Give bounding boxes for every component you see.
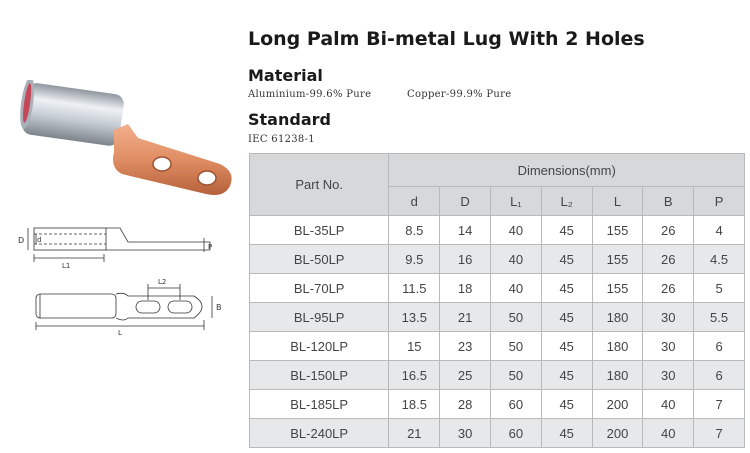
dimension-cell: 180 <box>592 361 643 390</box>
column-header: L₁ <box>491 187 542 216</box>
dimension-cell: 155 <box>592 274 643 303</box>
dimension-cell: 50 <box>491 361 542 390</box>
dimension-cell: 200 <box>592 419 643 448</box>
dimension-cell: 28 <box>440 390 491 419</box>
dimension-cell: 40 <box>491 245 542 274</box>
dimension-cell: 26 <box>643 216 694 245</box>
dimension-cell: 180 <box>592 303 643 332</box>
dimension-cell: 4.5 <box>694 245 745 274</box>
top-view-barrel <box>36 294 116 318</box>
lug-product-photo <box>10 80 240 210</box>
dimension-cell: 155 <box>592 245 643 274</box>
dimension-cell: 40 <box>491 216 542 245</box>
palm-hole-1 <box>153 157 171 171</box>
dimension-cell: 45 <box>541 332 592 361</box>
table-row <box>250 245 745 274</box>
table-row <box>250 216 745 245</box>
dimension-cell: 15 <box>389 332 440 361</box>
label-P: P <box>208 243 213 251</box>
part-number-cell: BL-150LP <box>250 361 389 390</box>
standard-heading: Standard <box>248 110 331 129</box>
dimension-cell: 21 <box>440 303 491 332</box>
dimension-cell: 50 <box>491 332 542 361</box>
dimension-cell: 26 <box>643 274 694 303</box>
column-header: B <box>643 187 694 216</box>
dimension-cell: 45 <box>541 361 592 390</box>
dimension-cell: 155 <box>592 216 643 245</box>
label-B: B <box>216 303 222 312</box>
part-number-cell: BL-35LP <box>250 216 389 245</box>
column-header: L₂ <box>541 187 592 216</box>
label-L2: L2 <box>158 278 167 286</box>
standard-value: IEC 61238-1 <box>248 134 315 145</box>
dimension-cell: 5.5 <box>694 303 745 332</box>
dimension-cell: 9.5 <box>389 245 440 274</box>
label-L1: L1 <box>62 262 71 270</box>
palm-hole-2 <box>198 171 216 185</box>
side-view-barrel <box>34 228 106 250</box>
part-number-cell: BL-120LP <box>250 332 389 361</box>
dimension-cell: 8.5 <box>389 216 440 245</box>
dimension-cell: 40 <box>643 390 694 419</box>
dimension-cell: 7 <box>694 390 745 419</box>
dimension-cell: 60 <box>491 390 542 419</box>
dimension-cell: 50 <box>491 303 542 332</box>
dimension-cell: 60 <box>491 419 542 448</box>
dimension-cell: 45 <box>541 303 592 332</box>
material-copper: Copper-99.9% Pure <box>407 89 512 100</box>
dimension-cell: 45 <box>541 274 592 303</box>
dimension-cell: 6 <box>694 332 745 361</box>
dimension-cell: 14 <box>440 216 491 245</box>
column-header: d <box>389 187 440 216</box>
dimension-cell: 45 <box>541 216 592 245</box>
part-number-cell: BL-240LP <box>250 419 389 448</box>
dimension-cell: 45 <box>541 245 592 274</box>
material-heading: Material <box>248 66 323 85</box>
dimension-cell: 30 <box>440 419 491 448</box>
column-header: D <box>440 187 491 216</box>
table-row <box>250 274 745 303</box>
column-header: L <box>592 187 643 216</box>
dimension-cell: 7 <box>694 419 745 448</box>
dimensions-table <box>249 153 745 448</box>
dimension-cell: 30 <box>643 332 694 361</box>
dimension-cell: 180 <box>592 332 643 361</box>
dimension-cell: 45 <box>541 419 592 448</box>
top-view-slot-1 <box>136 301 160 313</box>
table-row <box>250 332 745 361</box>
dimension-cell: 40 <box>643 419 694 448</box>
copper-palm <box>113 124 232 195</box>
dimension-cell: 18.5 <box>389 390 440 419</box>
dimension-cell: 25 <box>440 361 491 390</box>
table-row <box>250 419 745 448</box>
part-number-cell: BL-50LP <box>250 245 389 274</box>
dimension-cell: 6 <box>694 361 745 390</box>
table-body <box>250 216 745 448</box>
table-row <box>250 303 745 332</box>
dimension-cell: 13.5 <box>389 303 440 332</box>
dimension-cell: 5 <box>694 274 745 303</box>
part-number-header: Part No. <box>250 154 389 216</box>
label-L: L <box>118 329 122 337</box>
dimension-cell: 16 <box>440 245 491 274</box>
dimension-cell: 26 <box>643 245 694 274</box>
dimension-cell: 30 <box>643 361 694 390</box>
dimension-cell: 40 <box>491 274 542 303</box>
dimension-cell: 16.5 <box>389 361 440 390</box>
dimension-cell: 4 <box>694 216 745 245</box>
dimension-cell: 21 <box>389 419 440 448</box>
dimension-cell: 45 <box>541 390 592 419</box>
material-aluminium: Aluminium-99.6% Pure <box>248 89 372 100</box>
label-d: d <box>37 236 42 244</box>
table-row <box>250 361 745 390</box>
part-number-cell: BL-95LP <box>250 303 389 332</box>
dimension-cell: 11.5 <box>389 274 440 303</box>
dimension-cell: 23 <box>440 332 491 361</box>
dimension-cell: 200 <box>592 390 643 419</box>
dimensions-header: Dimensions(mm) <box>389 154 745 187</box>
dimension-cell: 30 <box>643 303 694 332</box>
aluminium-barrel <box>18 80 126 147</box>
part-number-cell: BL-185LP <box>250 390 389 419</box>
column-header: P <box>694 187 745 216</box>
page-title: Long Palm Bi-metal Lug With 2 Holes <box>248 28 645 50</box>
lug-technical-drawing <box>8 222 238 337</box>
table-row <box>250 390 745 419</box>
part-number-cell: BL-70LP <box>250 274 389 303</box>
top-view-slot-2 <box>168 301 192 313</box>
label-D: D <box>18 236 25 245</box>
dimension-cell: 18 <box>440 274 491 303</box>
